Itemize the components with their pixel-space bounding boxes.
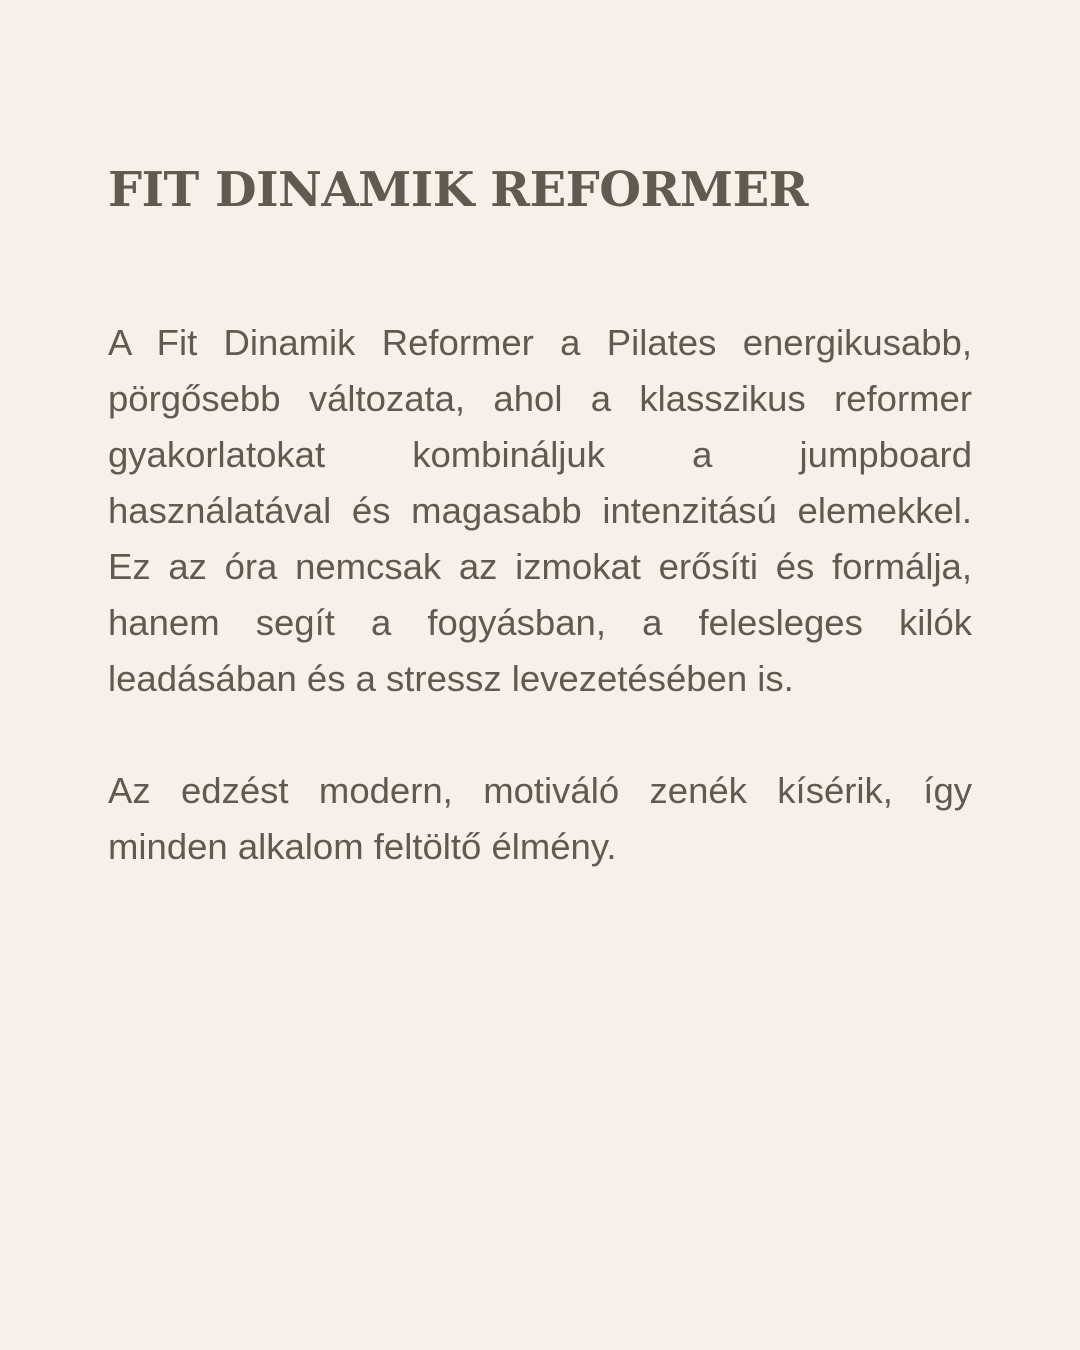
content bbox=[108, 150, 972, 875]
description-paragraph: A Fit Dinamik Reformer a Pilates energikusabb, pörgősebb változata, ahol a klasszikus reformer gyakorlatokat kombináljuk a jumpboard használatával és magasabb intenzitású elemekkel. Ez az óra nemcsak az izmokat erősíti és formálja, hanem segít a fogyásban, a felesleges kilók leadásában és a stressz levezetésében is. bbox=[108, 322, 972, 699]
music-paragraph: Az edzést modern, motiváló zenék kísérik, így minden alkalom feltöltő élmény. bbox=[108, 770, 972, 867]
page-title: FIT DINAMIK REFORMER bbox=[108, 162, 809, 218]
